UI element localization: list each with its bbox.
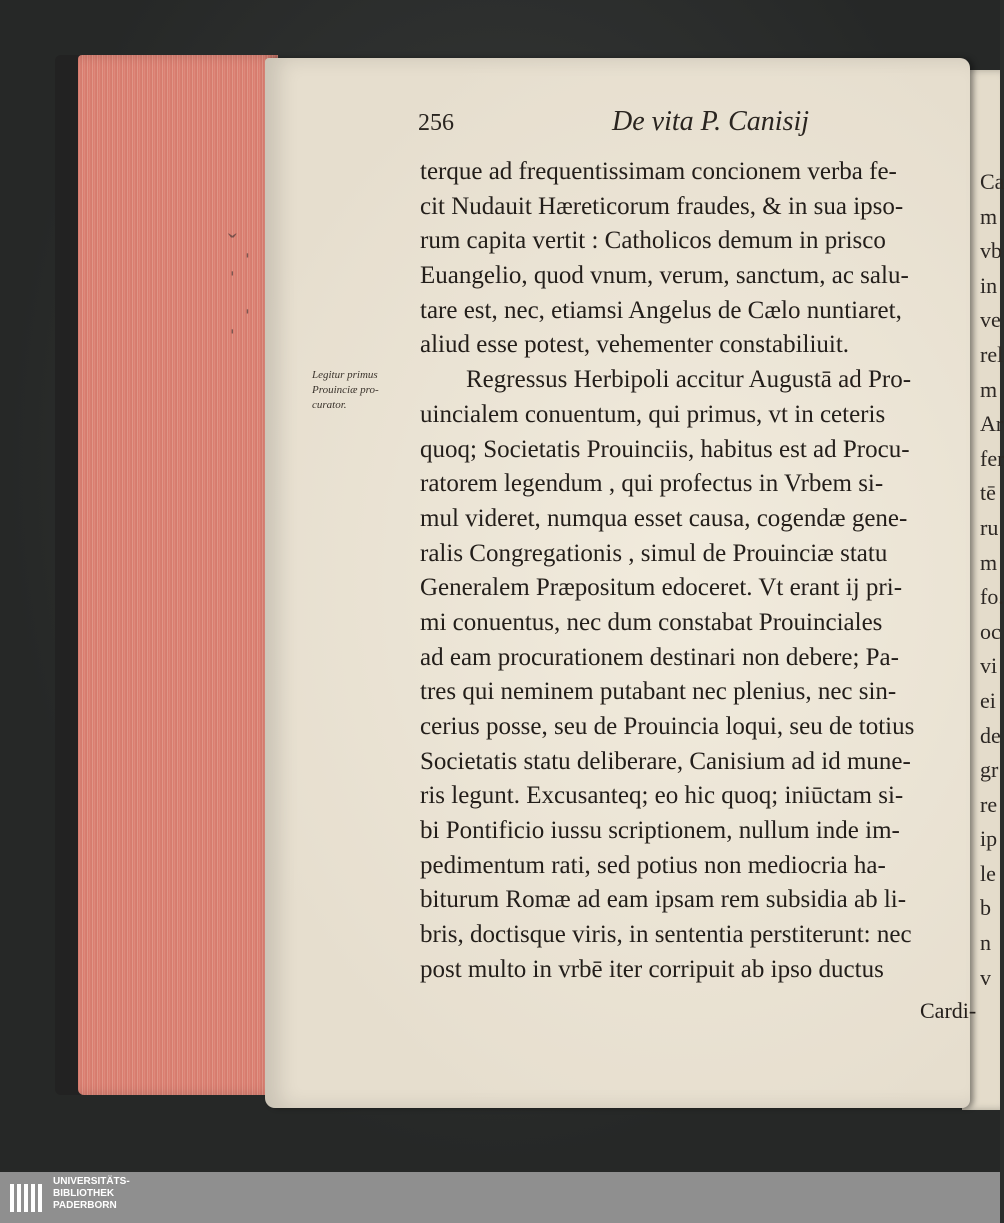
page-number: 256 (418, 110, 454, 136)
facing-page-line: gr (980, 757, 999, 783)
facing-page-line: ip (980, 826, 998, 852)
facing-page-line: b (980, 895, 991, 921)
text-line: post multo in vrbē iter corripuit ab ipso ductus (420, 955, 884, 983)
facing-page-line: de (980, 722, 1001, 748)
text-line: ad eam procurationem destinari non debere; Pa- (420, 643, 899, 671)
facing-page-line: re (980, 791, 998, 817)
facing-page-line: fer (980, 445, 1004, 471)
footer-bar (0, 1172, 1000, 1223)
facing-page-line: vi (980, 653, 998, 679)
text-line: Generalem Præpositum edoceret. Vt erant ij pri- (420, 574, 903, 602)
running-head: De vita P. Canisij (612, 106, 810, 137)
text-line: tare est, nec, etiamsi Angelus de Cælo nuntiaret, (420, 296, 902, 324)
text-line: mi conuentus, nec dum constabat Prouinciales (420, 608, 883, 636)
facing-page-line: rel (980, 341, 1004, 367)
marginal-note-line: curator. (312, 399, 347, 411)
logo-line: UNIVERSITÄTS- (53, 1176, 130, 1187)
body-text (420, 155, 965, 988)
text-line: ris legunt. Excusanteq; eo hic quoq; iniūctam si- (420, 782, 904, 810)
text-line: Regressus Herbipoli accitur Augustā ad Pro- (466, 366, 912, 394)
book-page-edges (78, 55, 278, 1095)
facing-page-line: ei (980, 687, 996, 713)
text-line: cerius posse, seu de Prouincia loqui, seu de totius (420, 713, 915, 740)
marginal-note-line: Legitur primus (312, 369, 378, 381)
text-line: biturum Romæ ad eam ipsam rem subsidia ab li- (420, 886, 907, 914)
logo-line: BIBLIOTHEK (53, 1188, 115, 1199)
text-line: tres qui neminem putabant nec plenius, nec sin- (420, 678, 897, 706)
text-line: rum capita vertit : Catholicos demum in prisco (420, 227, 886, 255)
logo-line: PADERBORN (53, 1200, 117, 1211)
library-logo-icon (6, 1178, 46, 1218)
text-line: bris, doctisque viris, in sententia perstiterunt: nec (420, 921, 912, 949)
facing-page-line: Ca (980, 169, 1004, 194)
catchword: Cardi- (920, 998, 977, 1023)
text-line: bi Pontificio iussu scriptionem, nullum inde im- (420, 817, 900, 845)
facing-page-line: v (980, 964, 991, 990)
facing-page-line: ve (980, 307, 1001, 333)
facing-page-text (980, 165, 1004, 995)
facing-page-line: vb (980, 238, 1002, 264)
facing-page-line: in (980, 272, 998, 298)
text-line: Societatis statu deliberare, Canisium ad id mune- (420, 747, 911, 775)
facing-page-line: ru (980, 514, 999, 540)
text-line: uincialem conuentum, qui primus, vt in ceteris (420, 400, 886, 428)
facing-page-line: fo. (980, 584, 1004, 610)
text-line: aliud esse potest, vehementer constabiliuit. (420, 331, 850, 359)
text-line: quoq; Societatis Prouinciis, habitus est ad Procu- (420, 435, 910, 463)
text-line: ralis Congregationis , simul de Prouinciæ statu (420, 539, 888, 567)
edge-stamp: ˇ ˌ ˈ ˌ ˈ (228, 229, 252, 334)
facing-page-line: n (980, 930, 991, 956)
text-line: pedimentum rati, sed potius non mediocria ha- (420, 851, 886, 879)
library-logo-text (53, 1176, 130, 1212)
facing-page-line: tē (980, 480, 996, 506)
text-line: ratorem legendum , qui profectus in Vrbem si- (420, 470, 884, 498)
facing-page-line: le (980, 860, 996, 886)
marginal-note-line: Prouinciæ pro- (312, 384, 379, 396)
text-line: mul videret, numqua esset causa, cogendæ gene- (420, 504, 908, 532)
marginal-note (312, 368, 412, 413)
facing-page-line: m (980, 376, 998, 402)
text-line: cit Nudauit Hæreticorum fraudes, & in sua ipso- (420, 192, 904, 220)
facing-page-line: m (980, 203, 998, 229)
text-line: terque ad frequentissimam concionem verba fe- (420, 158, 897, 185)
facing-page-line: oc (980, 618, 1001, 644)
facing-page-line: m (980, 549, 998, 575)
facing-page-line: Ar (980, 411, 1004, 437)
text-line: Euangelio, quod vnum, verum, sanctum, ac salu- (420, 262, 909, 290)
